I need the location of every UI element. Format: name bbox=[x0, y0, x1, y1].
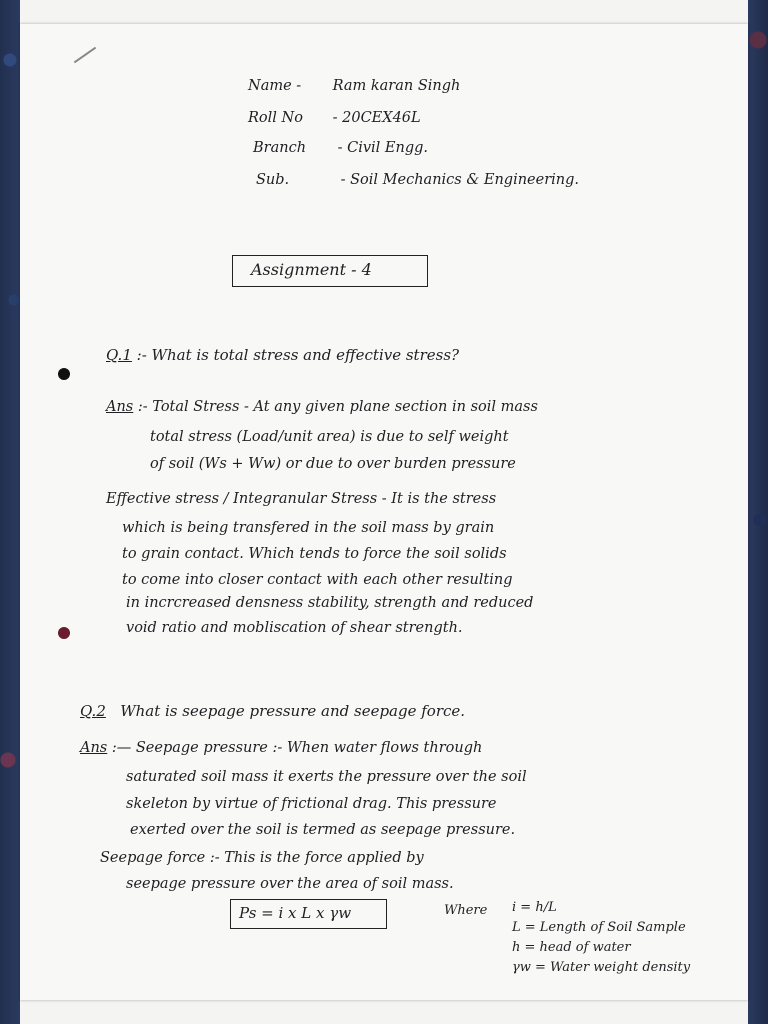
q1-question: :- What is total stress and effective stress? bbox=[136, 346, 460, 364]
name-value: Ram karan Singh bbox=[332, 78, 461, 94]
name-label: Name - bbox=[248, 78, 302, 94]
effective-stress-text: Effective stress / Integranular Stress - It is the stress bbox=[106, 491, 497, 507]
q1-question-line bbox=[106, 346, 459, 364]
seepage-force-text: seepage pressure over the area of soil mass. bbox=[126, 876, 454, 892]
q2-ans-label: Ans bbox=[80, 740, 108, 756]
where-definition: L = Length of Soil Sample bbox=[512, 920, 686, 935]
q1-answer-line-1 bbox=[106, 399, 538, 416]
seepage-formula: Ps = i x L x γw bbox=[239, 904, 352, 922]
assignment-title: Assignment - 4 bbox=[251, 260, 372, 279]
branch-label: Branch bbox=[253, 140, 307, 156]
roll-value: - 20CEX46L bbox=[332, 110, 421, 126]
where-definition: i = h/L bbox=[512, 900, 557, 915]
q2-answer-text: skeleton by virtue of frictional drag. This pressure bbox=[126, 796, 497, 812]
assignment-title-box bbox=[232, 255, 428, 287]
q1-answer-text: total stress (Load/unit area) is due to self weight bbox=[150, 429, 509, 445]
formula-box bbox=[230, 899, 387, 929]
q1-ans-label: Ans bbox=[106, 399, 134, 415]
where-label: Where bbox=[444, 903, 488, 918]
q1-label: Q.1 bbox=[106, 346, 132, 364]
q2-label: Q.2 bbox=[80, 702, 106, 720]
roll-label: Roll No bbox=[248, 110, 303, 126]
where-definition: h = head of water bbox=[512, 940, 631, 955]
pen-mark bbox=[74, 47, 96, 64]
q1-answer-text: of soil (Ws + Ww) or due to over burden pressure bbox=[150, 456, 516, 472]
effective-stress-text: which is being transfered in the soil mass by grain bbox=[122, 520, 495, 536]
q2-answer-line-1 bbox=[80, 740, 482, 757]
effective-stress-text: in incrcreased densness stability, strength and reduced bbox=[126, 595, 534, 611]
q2-answer-text: saturated soil mass it exerts the pressure over the soil bbox=[126, 769, 527, 785]
subject-line bbox=[256, 172, 579, 189]
seepage-force-text: Seepage force :- This is the force applied by bbox=[100, 850, 424, 866]
effective-stress-text: to come into closer contact with each other resulting bbox=[122, 572, 513, 588]
punch-hole bbox=[58, 627, 70, 639]
roll-line bbox=[248, 110, 421, 127]
effective-stress-text: void ratio and mobliscation of shear strength. bbox=[126, 620, 463, 636]
name-line bbox=[248, 78, 460, 95]
where-definition: γw = Water weight density bbox=[512, 960, 691, 975]
q2-answer-text: exerted over the soil is termed as seepage pressure. bbox=[130, 822, 516, 838]
q2-question-line bbox=[80, 702, 465, 720]
subject-value: - Soil Mechanics & Engineering. bbox=[340, 172, 580, 188]
punch-hole bbox=[58, 368, 70, 380]
effective-stress-text: to grain contact. Which tends to force the soil solids bbox=[122, 546, 507, 562]
q2-answer-text: :— Seepage pressure :- When water flows through bbox=[111, 740, 483, 756]
branch-value: - Civil Engg. bbox=[337, 140, 429, 156]
q2-question: What is seepage pressure and seepage force. bbox=[120, 702, 466, 720]
subject-label: Sub. bbox=[256, 172, 290, 188]
branch-line bbox=[253, 140, 428, 157]
q1-answer-text: :- Total Stress - At any given plane section in soil mass bbox=[137, 399, 538, 415]
